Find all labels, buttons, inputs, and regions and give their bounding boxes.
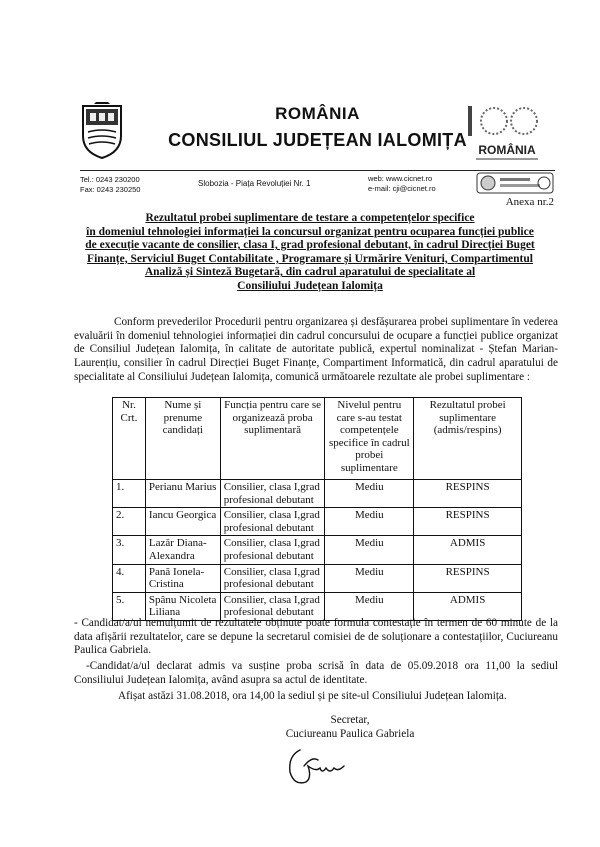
cell-level: Mediu xyxy=(325,508,414,536)
website: web: www.cicnet.ro xyxy=(368,174,433,183)
cell-function: Consilier, clasa I,grad profesional debutant xyxy=(220,592,325,620)
phone-fax xyxy=(80,175,140,195)
note-contestation: - Candidat/a/ul nemulțumit de rezultatele obținute poate formula contestație în termen de 60 minute de la data afișării rezultatelor, care se depune la secretarul comisiei de de soluționare a contestațiilor, Cuciureanu Paulica Gabriela. xyxy=(74,617,558,657)
cell-name: Perianu Marius xyxy=(145,480,220,508)
cell-nr: 1. xyxy=(113,480,146,508)
title-line: Consiliului Județean Ialomița xyxy=(237,279,383,292)
header-name: Nume și prenume candidați xyxy=(145,398,220,480)
cell-level: Mediu xyxy=(325,564,414,592)
web-email xyxy=(368,174,436,194)
cell-level: Mediu xyxy=(325,480,414,508)
header-level: Nivelul pentru care s-au testat competențele specifice în cadrul probei suplimentare xyxy=(325,398,414,480)
title-line: Rezultatul probei suplimentare de testare a competențelor specifice xyxy=(145,212,475,224)
document-title xyxy=(70,212,550,293)
cell-function: Consilier, clasa I,grad profesional debutant xyxy=(220,564,325,592)
institution-name: CONSILIUL JUDEȚEAN IALOMIȚA xyxy=(168,130,467,150)
note-posted: Afișat astăzi 31.08.2018, ora 14,00 la sediul și pe site-ul Consiliului Județean Ialomița. xyxy=(118,689,507,702)
table-row xyxy=(113,564,522,592)
handwritten-signature-icon xyxy=(282,742,362,790)
cell-name: Pană Ionela-Cristina xyxy=(145,564,220,592)
address: Slobozia - Piața Revoluției Nr. 1 xyxy=(198,179,311,188)
table-row xyxy=(113,536,522,564)
results-table xyxy=(112,397,522,621)
cell-level: Mediu xyxy=(325,592,414,620)
header-function: Funcția pentru care se organizează proba suplimentară xyxy=(220,398,325,480)
letterhead xyxy=(80,96,555,168)
table-header-row xyxy=(113,398,522,480)
cell-result: ADMIS xyxy=(414,536,522,564)
logo-text: ROMÂNIA xyxy=(478,143,536,157)
signer-name: Cuciureanu Paulica Gabriela xyxy=(285,727,415,740)
title-line: Analiză și Sinteză Bugetară, din cadrul aparatului de specialitate al xyxy=(144,266,476,278)
cell-function: Consilier, clasa I,grad profesional debutant xyxy=(220,508,325,536)
cell-nr: 3. xyxy=(113,536,146,564)
cell-name: Iancu Georgica xyxy=(145,508,220,536)
cell-function: Consilier, clasa I,grad profesional debutant xyxy=(220,536,325,564)
note-written-exam: -Candidat/a/ul declarat admis va susține proba scrisă în data de 05.09.2018 ora 11,00 la sediul Consiliului Județean Ialomița, având asupra sa actul de identitate. xyxy=(74,660,558,686)
cell-level: Mediu xyxy=(325,536,414,564)
title-line: Finanțe, Serviciul Buget Contabilitate , Programare și Urmărire Venituri, Compartimentul xyxy=(87,252,533,265)
fax: Fax: 0243 230250 xyxy=(80,185,141,194)
cell-name: Lazăr Diana-Alexandra xyxy=(145,536,220,564)
header-result: Rezultatul probei suplimentare (admis/respins) xyxy=(414,398,522,480)
table-row xyxy=(113,480,522,508)
cell-result: RESPINS xyxy=(414,508,522,536)
intro-text: Conform prevederilor Procedurii pentru organizarea și desfășurarea probei suplimentare în vederea evaluării în domeniul tehnologiei informației din cadrul concursului de ocupare a funcției publice organizat de Consiliul Județean Ialomița, în calitate de autoritate publică, expertul nominalizat - Ștefan Marian-Laurențiu, consilier în cadrul Direcției Buget Finanțe, Compartiment Informatică, din cadrul aparatului de specialitate al Consiliului Județean Ialomița, comunică următoarele rezultate ale probei suplimentare : xyxy=(74,316,558,383)
cell-result: RESPINS xyxy=(414,564,522,592)
email: e-mail: cji@cicnet.ro xyxy=(368,184,436,193)
country-name: ROMÂNIA xyxy=(275,104,360,123)
notes-section xyxy=(74,617,558,703)
cell-nr: 5. xyxy=(113,592,146,620)
title-line: de execuție vacante de consilier, clasa I, grad profesional debutant, în cadrul Direcției Buget xyxy=(85,239,535,251)
intro-paragraph xyxy=(74,316,558,385)
cell-result: ADMIS xyxy=(414,592,522,620)
cell-name: Spânu Nicoleta Liliana xyxy=(145,592,220,620)
cell-nr: 4. xyxy=(113,564,146,592)
header-nr: Nr. Crt. xyxy=(113,398,146,480)
contact-bar xyxy=(80,170,555,194)
title-line: în domeniul tehnologiei informației la concursul organizat pentru ocuparea funcției publice xyxy=(86,225,534,238)
signer-role: Secretar, xyxy=(330,714,370,726)
cell-result: RESPINS xyxy=(414,480,522,508)
annex-number: Anexa nr.2 xyxy=(505,196,554,208)
telephone: Tel.: 0243 230200 xyxy=(80,175,140,184)
table-row xyxy=(113,508,522,536)
romania-centenary-logo-icon xyxy=(462,96,552,166)
certification-badge-icon xyxy=(476,172,554,194)
signature-block xyxy=(250,714,450,741)
cell-function: Consilier, clasa I,grad profesional debutant xyxy=(220,480,325,508)
cell-nr: 2. xyxy=(113,508,146,536)
